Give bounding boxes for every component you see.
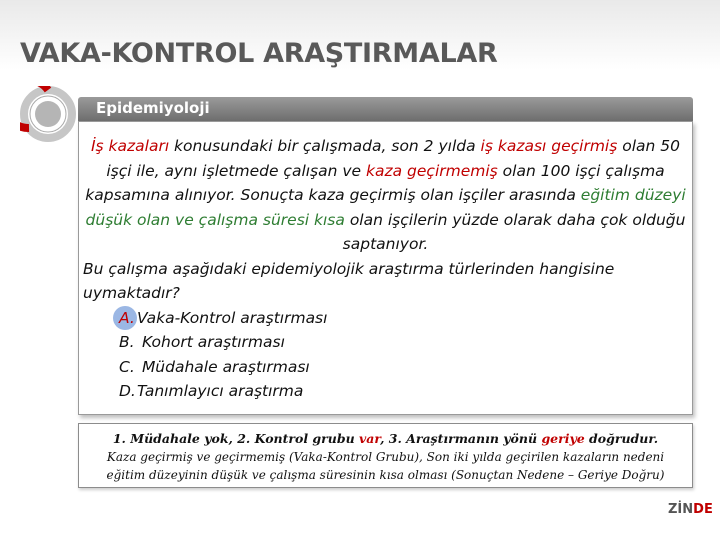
logo-part-1: ZİN <box>668 502 694 517</box>
answer-explanation-box <box>78 423 693 488</box>
option-letter: B. <box>119 333 135 351</box>
keyword-accident-had: iş kazası geçirmiş <box>480 137 618 155</box>
logo-part-2: DE <box>693 502 713 517</box>
question-stem <box>85 134 686 257</box>
answer-keyword-var: var <box>359 431 381 446</box>
answer-line-2: Kaza geçirmiş ve geçirmemiş (Vaka-Kontrol Grubu), Son iki yılda geçirilen kazaların nedeni <box>106 450 665 464</box>
option-b[interactable] <box>79 330 692 355</box>
keyword-accidents: İş kazaları <box>90 137 170 155</box>
slide-title: VAKA-KONTROL ARAŞTIRMALAR <box>20 38 498 69</box>
keyword-education-duration: eğitim düzeyi düşük olan ve çalışma süresi kısa <box>85 186 686 229</box>
option-text: Vaka-Kontrol araştırması <box>137 308 328 327</box>
option-text: Tanımlayıcı araştırma <box>137 382 304 400</box>
option-letter: A. <box>119 308 135 327</box>
question-box <box>78 121 693 415</box>
stem-text: olan işçilerin yüzde olarak daha çok olduğu saptanıyor. <box>342 210 686 253</box>
section-ring-icon <box>20 86 76 142</box>
stem-text: olan 50 işçi ile, aynı işletmede çalışan ve <box>106 137 681 180</box>
answer-text: 1. Müdahale yok, 2. Kontrol grubu <box>112 431 360 446</box>
options-list <box>79 306 692 404</box>
stem-text: olan 100 işçi çalışma kapsamına alınıyor. Sonuçta kaza geçirmiş olan işçiler arasında <box>85 161 665 204</box>
option-letter: C. <box>119 357 135 376</box>
section-tab <box>78 97 693 121</box>
stem-text: konusundaki bir çalışmada, son 2 yılda <box>169 137 481 155</box>
answer-keyword-geriye: geriye <box>541 431 585 446</box>
option-d[interactable] <box>79 379 692 404</box>
brand-logo <box>668 502 713 517</box>
answer-line-1 <box>79 430 692 448</box>
answer-line-3: eğitim düzeyinin düşük ve çalışma süresinin kısa olması (Sonuçtan Nedene – Geriye Doğru) <box>106 468 665 482</box>
answer-text: , 3. Araştırmanın yönü <box>380 431 542 446</box>
option-text: Kohort araştırması <box>141 333 285 351</box>
answer-text: doğrudur. <box>584 431 659 446</box>
option-text: Müdahale araştırması <box>141 357 310 376</box>
option-a[interactable] <box>79 306 692 331</box>
option-c[interactable] <box>79 355 692 380</box>
section-tab-label: Epidemiyoloji <box>96 99 210 117</box>
option-letter: D. <box>119 382 136 400</box>
question-prompt: Bu çalışma aşağıdaki epidemiyolojik araştırma türlerinden hangisine uymaktadır? <box>83 259 615 302</box>
keyword-no-accident: kaza geçirmemiş <box>366 161 498 180</box>
